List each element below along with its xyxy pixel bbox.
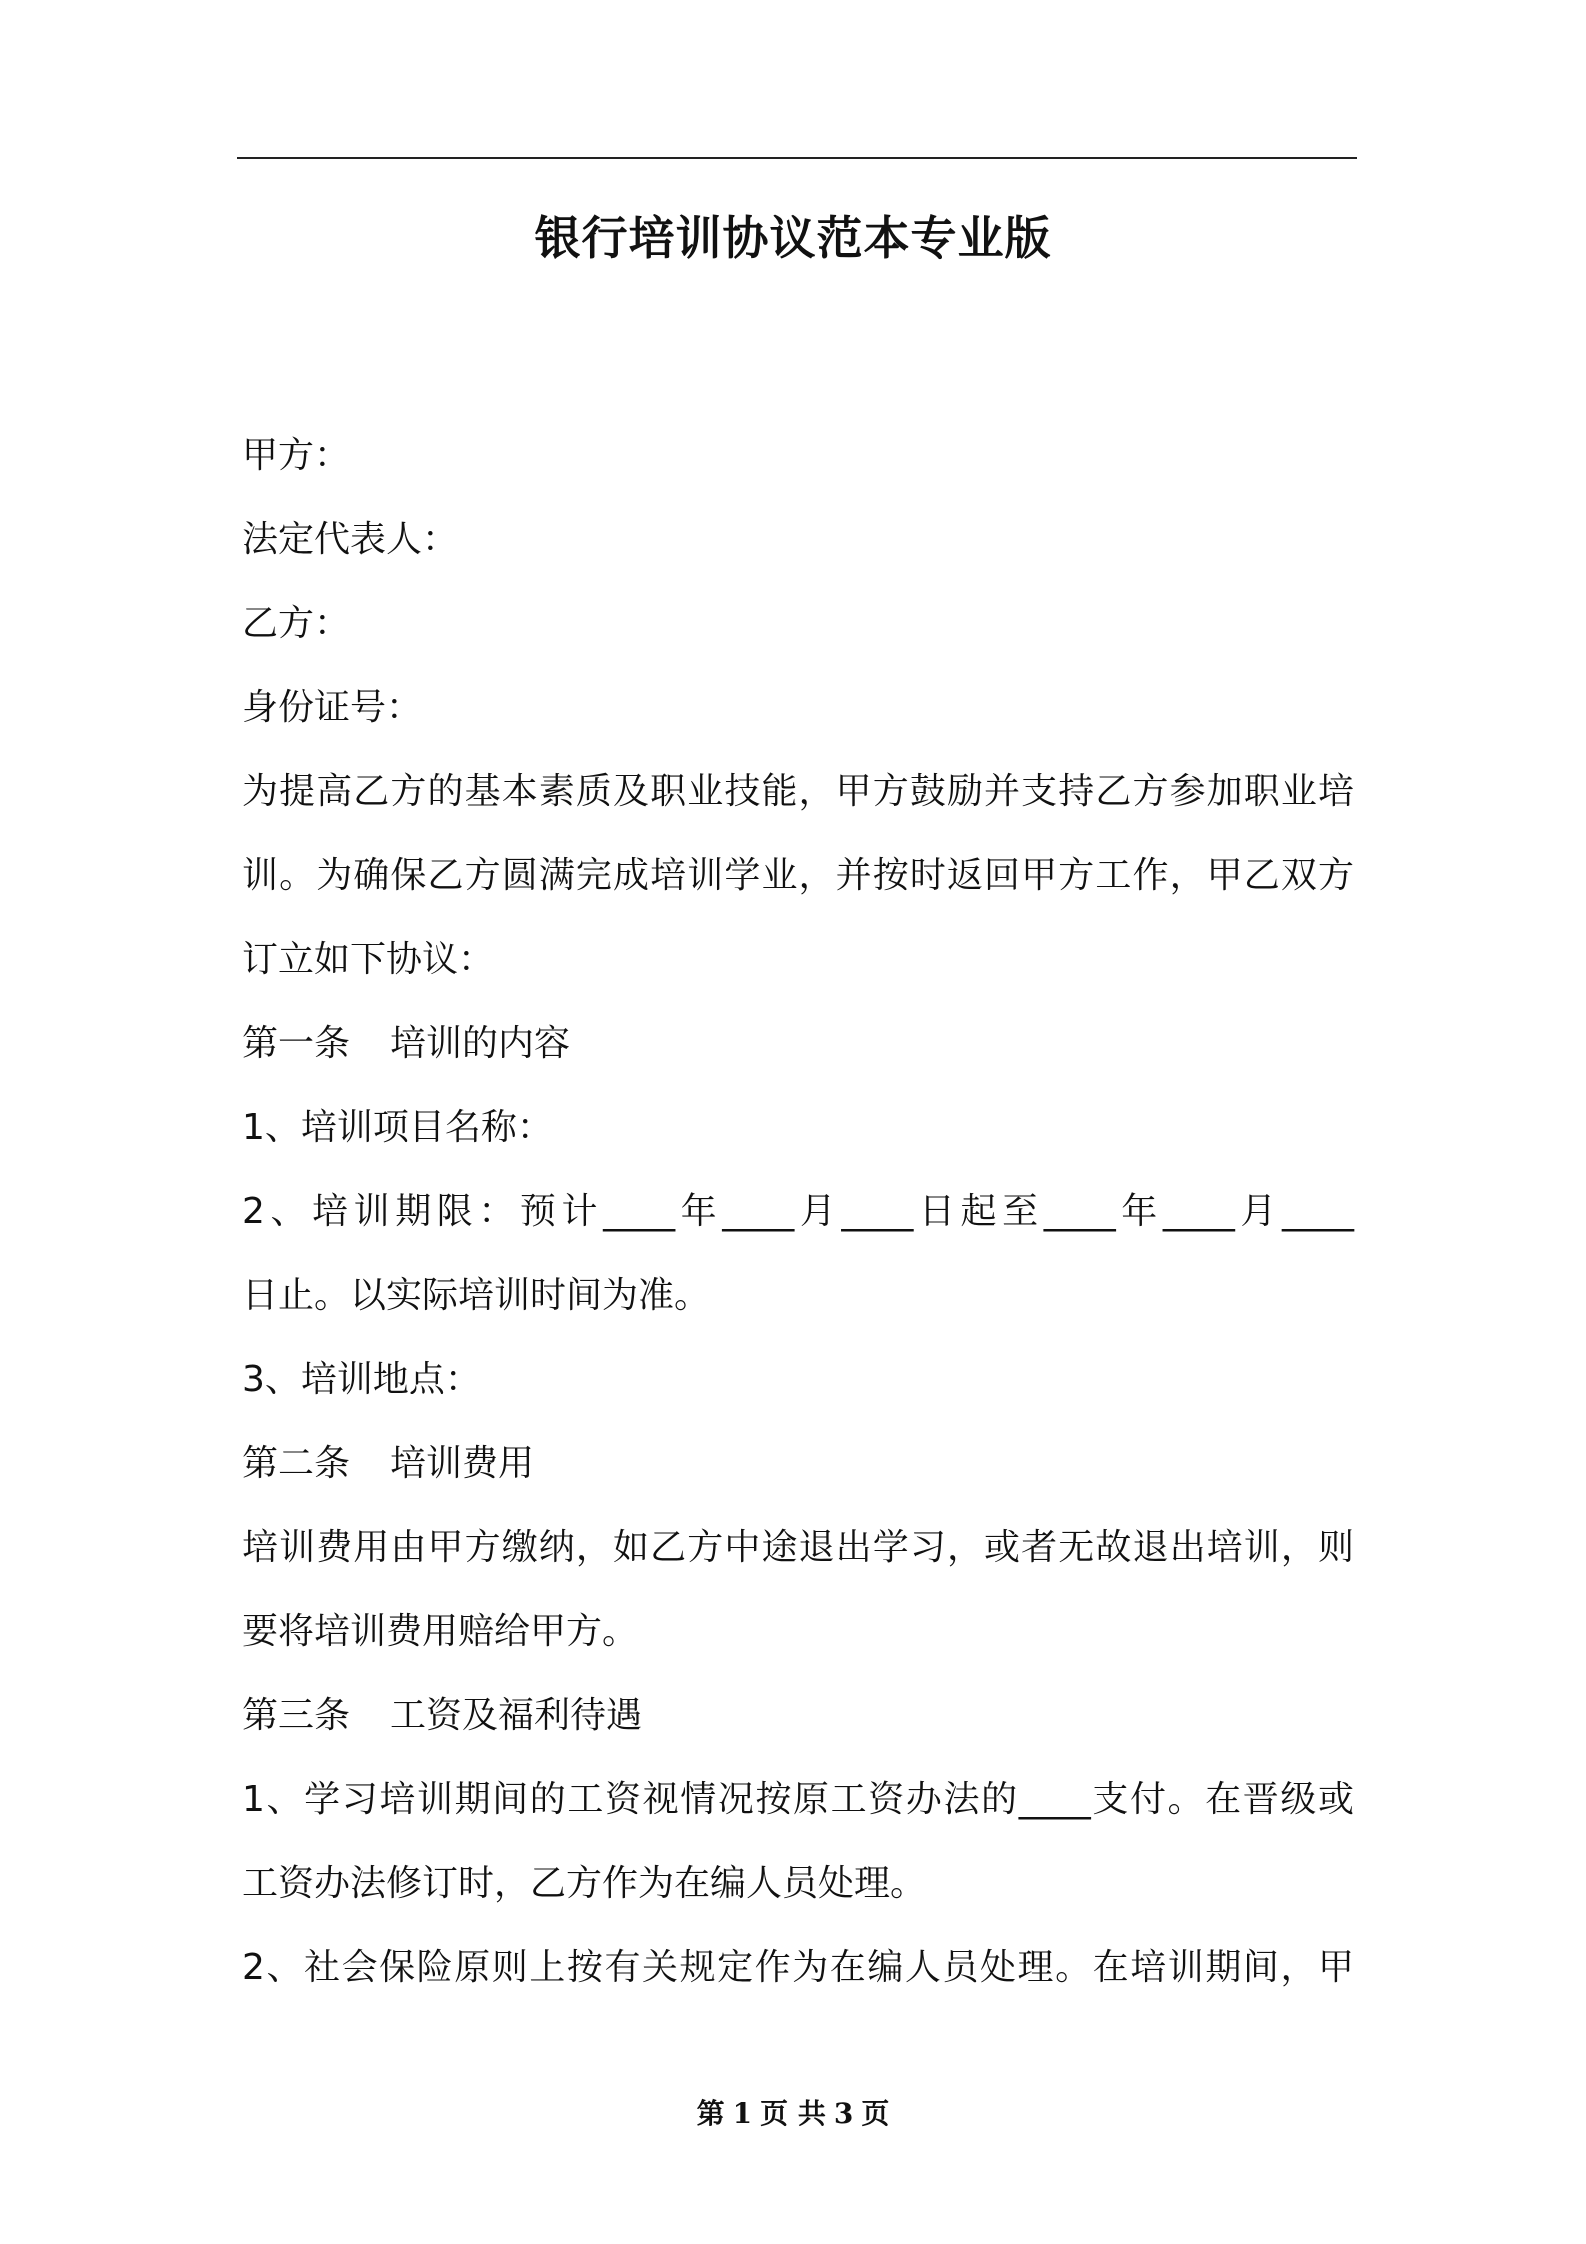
text-line bbox=[242, 918, 1354, 1002]
footer-prefix: 第 bbox=[696, 2097, 725, 2130]
line-text: 日止。以实际培训时间为准。 bbox=[242, 1275, 711, 1316]
footer-middle: 页 共 bbox=[760, 2097, 826, 2130]
footer-suffix: 页 bbox=[861, 2097, 890, 2130]
text-line bbox=[242, 1338, 1354, 1422]
line-text: 2、培训期限：预计____年____月____日起至____年____月____ bbox=[242, 1191, 1354, 1232]
text-line bbox=[242, 1170, 1354, 1254]
article-number: 第二条 bbox=[242, 1443, 351, 1484]
page-footer bbox=[0, 2097, 1586, 2130]
line-text: 工资办法修订时，乙方作为在编人员处理。 bbox=[242, 1863, 927, 1904]
text-line bbox=[242, 1506, 1354, 1590]
article-number: 第三条 bbox=[242, 1695, 351, 1736]
text-line bbox=[242, 1254, 1354, 1338]
text-line bbox=[242, 414, 1354, 498]
text-line bbox=[242, 1086, 1354, 1170]
text-line bbox=[242, 1842, 1354, 1926]
text-line bbox=[242, 1002, 1354, 1086]
footer-total-pages: 3 bbox=[833, 2097, 854, 2130]
text-line bbox=[242, 1590, 1354, 1674]
text-line bbox=[242, 834, 1354, 918]
article-heading: 培训费用 bbox=[390, 1443, 535, 1484]
text-line bbox=[242, 666, 1354, 750]
text-line bbox=[242, 498, 1354, 582]
text-line bbox=[242, 582, 1354, 666]
footer-page-number: 1 bbox=[732, 2097, 753, 2130]
line-text: 1、培训项目名称： bbox=[242, 1107, 553, 1148]
document-body bbox=[242, 414, 1354, 2010]
line-text: 身份证号： bbox=[242, 687, 423, 728]
line-text: 甲方： bbox=[242, 435, 351, 476]
line-text: 乙方： bbox=[242, 603, 351, 644]
line-text: 1、学习培训期间的工资视情况按原工资办法的____支付。在晋级或 bbox=[242, 1779, 1354, 1820]
article-heading: 工资及福利待遇 bbox=[390, 1695, 643, 1736]
document-title: 银行培训协议范本专业版 bbox=[534, 211, 1052, 265]
line-text: 训。为确保乙方圆满完成培训学业，并按时返回甲方工作，甲乙双方 bbox=[242, 855, 1354, 896]
text-line bbox=[242, 1422, 1354, 1506]
line-text: 订立如下协议： bbox=[242, 939, 495, 980]
text-line bbox=[242, 1674, 1354, 1758]
line-text: 为提高乙方的基本素质及职业技能，甲方鼓励并支持乙方参加职业培 bbox=[242, 771, 1354, 812]
line-text: 培训费用由甲方缴纳，如乙方中途退出学习，或者无故退出培训，则 bbox=[242, 1527, 1354, 1568]
text-line bbox=[242, 1758, 1354, 1842]
article-number: 第一条 bbox=[242, 1023, 351, 1064]
text-line bbox=[242, 1926, 1354, 2010]
header-rule bbox=[237, 157, 1357, 159]
line-text: 3、培训地点： bbox=[242, 1359, 481, 1400]
line-text: 法定代表人： bbox=[242, 519, 459, 560]
line-text: 2、社会保险原则上按有关规定作为在编人员处理。在培训期间，甲 bbox=[242, 1947, 1354, 1988]
article-heading: 培训的内容 bbox=[390, 1023, 571, 1064]
line-text: 要将培训费用赔给甲方。 bbox=[242, 1611, 639, 1652]
text-line bbox=[242, 750, 1354, 834]
